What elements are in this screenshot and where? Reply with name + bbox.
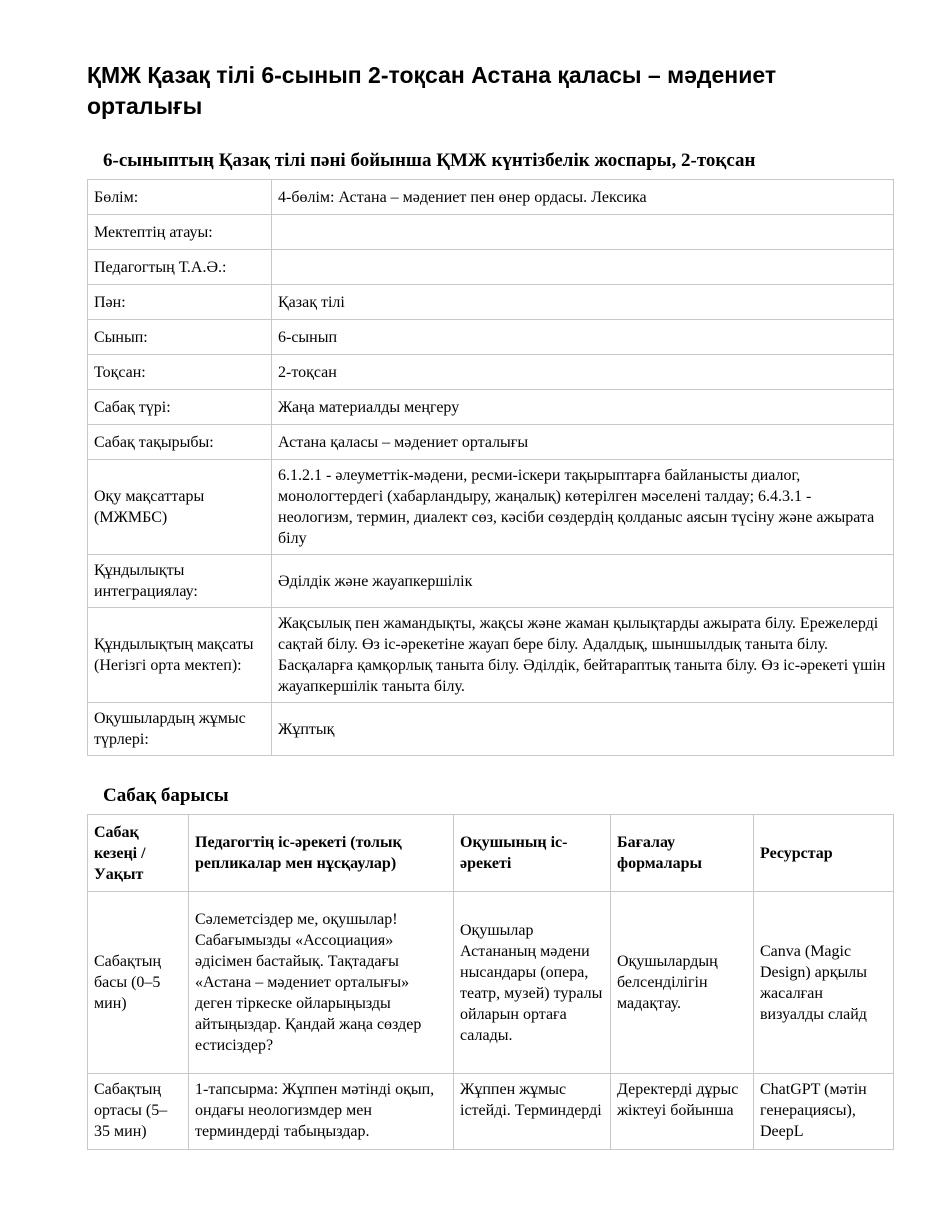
table-row	[88, 703, 894, 756]
info-value	[272, 250, 894, 285]
column-header: Сабақ кезеңі / Уақыт	[88, 815, 189, 892]
info-value: Әділдік және жауапкершілік	[272, 555, 894, 608]
info-label: Оқушылардың жұмыс түрлері:	[88, 703, 272, 756]
info-value	[272, 215, 894, 250]
lesson-info-table	[87, 179, 894, 756]
table-row	[88, 425, 894, 460]
info-label: Сабақ түрі:	[88, 390, 272, 425]
teacher-cell: 1-тапсырма: Жұппен мәтінді оқып, ондағы неологизмдер мен терминдерді табыңыздар.	[189, 1074, 454, 1150]
info-value: 4-бөлім: Астана – мәдениет пен өнер ордасы. Лексика	[272, 180, 894, 215]
info-value: Қазақ тілі	[272, 285, 894, 320]
column-header: Ресурстар	[754, 815, 894, 892]
table-row	[88, 355, 894, 390]
table-header-row	[88, 815, 894, 892]
table-row	[88, 320, 894, 355]
table-row	[88, 1074, 894, 1150]
table-row	[88, 390, 894, 425]
resources-cell: ChatGPT (мәтін генерациясы), DeepL	[754, 1074, 894, 1150]
table-row	[88, 215, 894, 250]
lesson-progress-table	[87, 814, 894, 1150]
table-row	[88, 608, 894, 703]
resources-cell: Canva (Magic Design) арқылы жасалған визуалды слайд	[754, 892, 894, 1074]
assessment-cell: Деректерді дұрыс жіктеуі бойынша	[611, 1074, 754, 1150]
column-header: Оқушының іс-әрекеті	[454, 815, 611, 892]
info-label: Құндылықтың мақсаты (Негізгі орта мектеп):	[88, 608, 272, 703]
assessment-cell: Оқушылардың белсенділігін мадақтау.	[611, 892, 754, 1074]
info-label: Пән:	[88, 285, 272, 320]
progress-heading: Сабақ барысы	[103, 785, 229, 806]
table-row	[88, 892, 894, 1074]
info-label: Сабақ тақырыбы:	[88, 425, 272, 460]
info-value: Астана қаласы – мәдениет орталығы	[272, 425, 894, 460]
table-row	[88, 180, 894, 215]
info-label: Мектептің атауы:	[88, 215, 272, 250]
document-title: ҚМЖ Қазақ тілі 6-сынып 2-тоқсан Астана қаласы – мәдениет орталығы	[87, 62, 777, 119]
info-label: Педагогтың Т.А.Ә.:	[88, 250, 272, 285]
table-row	[88, 250, 894, 285]
info-label: Оқу мақсаттары (МЖМБС)	[88, 460, 272, 555]
info-value: 6-сынып	[272, 320, 894, 355]
info-value: Жаңа материалды меңгеру	[272, 390, 894, 425]
table-row	[88, 555, 894, 608]
column-header: Бағалау формалары	[611, 815, 754, 892]
info-label: Сынып:	[88, 320, 272, 355]
info-label: Тоқсан:	[88, 355, 272, 390]
info-value: Жұптық	[272, 703, 894, 756]
info-value: Жақсылық пен жамандықты, жақсы және жаман қылықтарды ажырата білу. Ережелерді сақтай білу. Өз іс-әрекетіне жауап бере білу. Адалдық, шыншылдық таныта білу. Басқаларға қамқорлық таныта білу. Әділдік, бейтараптық таныта білу. Өз іс-әрекеті үшін жауапкершілік таныта білу.	[272, 608, 894, 703]
student-cell: Жұппен жұмыс істейді. Терминдерді	[454, 1074, 611, 1150]
column-header: Педагогтің іс-әрекеті (толық репликалар мен нұсқаулар)	[189, 815, 454, 892]
info-label: Бөлім:	[88, 180, 272, 215]
student-cell: Оқушылар Астананың мәдени нысандары (опера, театр, музей) туралы ойларын ортаға салады.	[454, 892, 611, 1074]
info-value: 6.1.2.1 - әлеуметтік-мәдени, ресми-іскери тақырыптарға байланысты диалог, монологтердегі (хабарландыру, жаңалық) көтерілген мәселені талдау; 6.4.3.1 - неологизм, термин, диалект сөз, кәсіби сөздердің қолданыс аясын түсіну және ажырата білу	[272, 460, 894, 555]
stage-cell: Сабақтың ортасы (5–35 мин)	[88, 1074, 189, 1150]
plan-heading: 6-сыныптың Қазақ тілі пәні бойынша ҚМЖ күнтізбелік жоспары, 2-тоқсан	[103, 150, 756, 171]
info-label: Құндылықты интеграциялау:	[88, 555, 272, 608]
teacher-cell: Сәлеметсіздер ме, оқушылар! Сабағымызды «Ассоциация» әдісімен бастайық. Тақтадағы «Астана – мәдениет орталығы» деген тіркеске ойларыңызды айтыңыздар. Қандай жаңа сөздер естисіздер?	[189, 892, 454, 1074]
table-row	[88, 460, 894, 555]
stage-cell: Сабақтың басы (0–5 мин)	[88, 892, 189, 1074]
table-row	[88, 285, 894, 320]
info-value: 2-тоқсан	[272, 355, 894, 390]
